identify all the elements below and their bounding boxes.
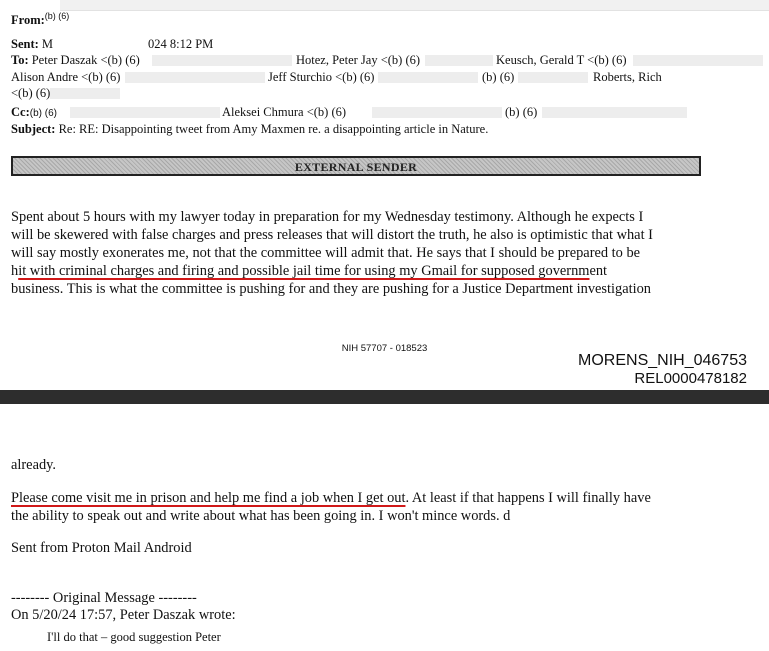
- body-line-5: business. This is what the committee is pushing for and they are pushing for a Justice Department investigation: [11, 281, 651, 297]
- from-line: [11, 10, 70, 28]
- redacted-block: [378, 72, 478, 83]
- quoted-header: On 5/20/24 17:57, Peter Daszak wrote:: [11, 607, 236, 623]
- redacted-block: [70, 107, 220, 118]
- subject-label: Subject:: [11, 122, 56, 136]
- subject-line: [11, 122, 488, 137]
- sent-value-a: M: [41, 37, 54, 51]
- to-recipient-2: Hotez, Peter Jay <(b) (6): [296, 53, 421, 67]
- body-line-c: the ability to speak out and write about what has been going in. I won't mince words. d: [11, 508, 511, 524]
- redacted-block: [50, 88, 120, 99]
- to-recipient-1: Peter Daszak <(b) (6): [31, 53, 140, 67]
- quoted-reply: I'll do that – good suggestion Peter: [47, 630, 221, 644]
- original-message-separator: -------- Original Message --------: [11, 590, 197, 606]
- body-line-b-post: . At least if that happens I will finally have: [405, 490, 651, 506]
- sent-line: [11, 37, 53, 52]
- redacted-block: [518, 72, 588, 83]
- sent-from-signature: Sent from Proton Mail Android: [11, 540, 192, 556]
- highlighted-passage-2: Please come visit me in prison and help me find a job when I get out: [11, 490, 406, 506]
- production-stamp-2: REL0000478182: [634, 370, 747, 387]
- cc-recipient-3: (b) (6): [505, 105, 538, 119]
- production-stamp-1: MORENS_NIH_046753: [578, 352, 747, 369]
- to-recipient-6: (b) (6): [482, 70, 515, 84]
- redacted-block: [152, 55, 292, 66]
- external-sender-label: EXTERNAL SENDER: [294, 160, 418, 174]
- cc-line: [11, 105, 57, 121]
- body-line-3: will say mostly exonerates me, not that the committee will admit that. He says that I should be prepared to be: [11, 245, 641, 261]
- cc-label: Cc:: [11, 105, 30, 119]
- to-recipient-5: Jeff Sturchio <(b) (6): [268, 70, 375, 84]
- bates-number: NIH 57707 - 018523: [341, 343, 428, 354]
- to-recipient-8: <(b) (6): [11, 86, 51, 100]
- redacted-block: [425, 55, 493, 66]
- to-recipient-3: Keusch, Gerald T <(b) (6): [496, 53, 627, 67]
- cc-recipient-1: (b) (6): [29, 108, 57, 119]
- redacted-block: [125, 72, 265, 83]
- body-line-4-post: ent: [589, 263, 608, 279]
- body-line-1: Spent about 5 hours with my lawyer today in preparation for my Wednesday testimony. Although he expects I: [11, 209, 644, 225]
- body-line-2: will be skewered with false charges and press releases that will distort the truth, he also is optimistic that what I: [11, 227, 653, 243]
- body-line-b: [11, 489, 651, 507]
- redacted-block: [372, 107, 502, 118]
- page-divider: [0, 390, 769, 404]
- sent-label: Sent:: [11, 37, 39, 51]
- to-recipient-4: Alison Andre <(b) (6): [11, 70, 121, 84]
- from-label: From:: [11, 13, 45, 27]
- to-recipient-7: Roberts, Rich: [593, 70, 662, 84]
- subject-value: Re: RE: Disappointing tweet from Amy Maxmen re. a disappointing article in Nature.: [58, 122, 489, 136]
- body-line-4: [11, 262, 607, 280]
- redacted-block: [542, 107, 687, 118]
- to-line: [11, 53, 140, 68]
- external-sender-banner: [11, 156, 701, 176]
- body-already: already.: [11, 457, 57, 473]
- body-line-4-pre: h: [11, 263, 19, 279]
- redacted-area-top: [60, 0, 769, 11]
- redacted-block: [633, 55, 763, 66]
- document-page-2: [0, 404, 769, 651]
- sent-value-b: 024 8:12 PM: [148, 37, 214, 51]
- highlighted-passage-1: it with criminal charges and firing and possible jail time for using my Gmail for supposed governm: [18, 263, 590, 279]
- from-redaction: (b) (6): [44, 10, 70, 21]
- cc-recipient-2: Aleksei Chmura <(b) (6): [222, 105, 347, 119]
- to-label: To:: [11, 53, 29, 67]
